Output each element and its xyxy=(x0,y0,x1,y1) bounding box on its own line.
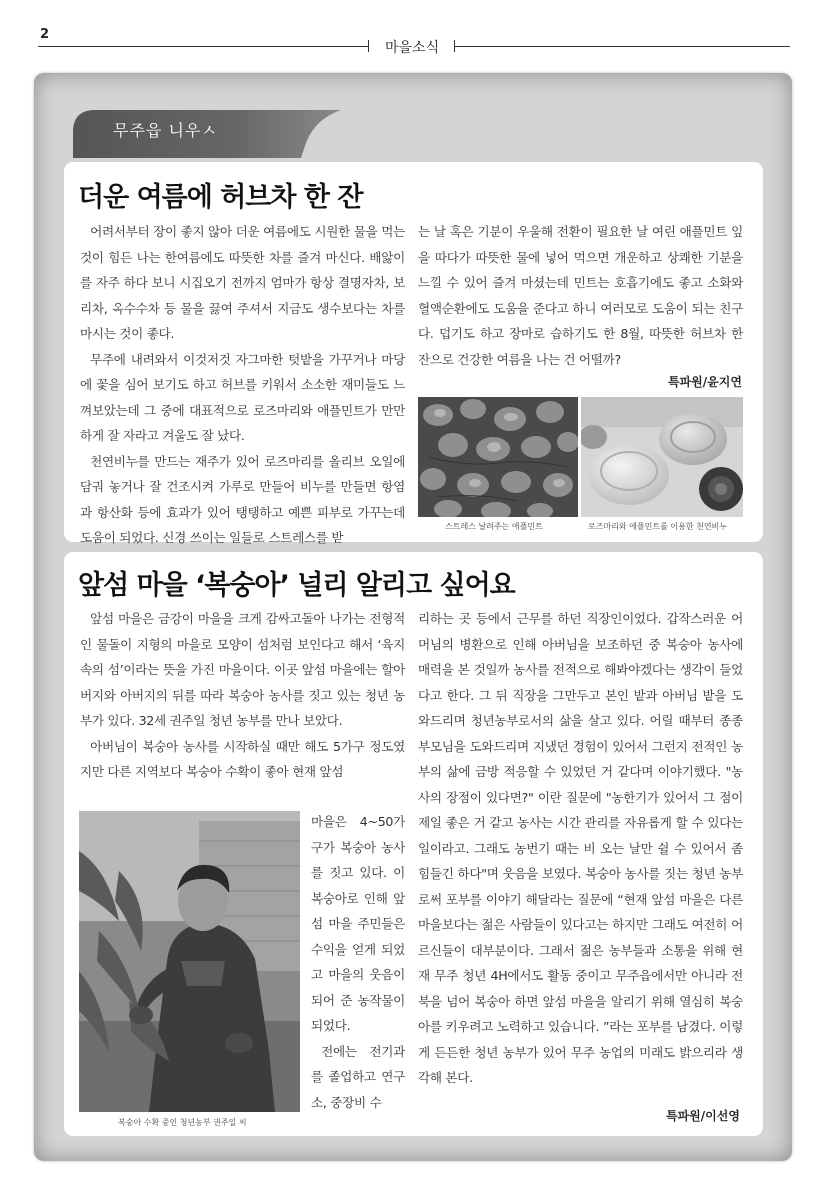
article-2-byline: 특파원/이선영 xyxy=(666,1109,740,1123)
article-2-title: 앞섬 마을 ‘복숭아’ 널리 알리고 싶어요 xyxy=(78,570,515,601)
article-1-byline: 특파원/윤지연 xyxy=(668,375,742,389)
header-rule-left xyxy=(38,46,368,47)
article-2-column-1-narrow xyxy=(311,809,405,1115)
article-2-paragraph: 앞섬 마을은 금강이 마을을 크게 감싸고돌아 나가는 전형적인 물돌이 지형의 마을로 모양이 섬처럼 보인다고 해서 ‘육지 속의 섬’이라는 뜻을 가진 마을이다. 이곳 앞섬 마을에는 할아버지와 아버지의 뒤를 따라 복숭아 농사를 짓고 있는 청년 농부가 있다. 32세 권주일 청년 농부를 만나 보았다. xyxy=(80,611,405,728)
apple-mint-photo xyxy=(418,397,578,517)
header-tick-left xyxy=(368,40,369,52)
caption-farmer: 복숭아 수확 중인 청년농부 권주일 씨 xyxy=(118,1118,247,1127)
natural-soap-photo xyxy=(581,397,743,517)
article-1-paragraph: 어려서부터 장이 좋지 않아 더운 여름에도 시원한 물을 먹는 것이 힘든 나는 한여름에도 따뜻한 차를 즐겨 마신다. 배앓이를 자주 하다 보니 시집오기 전까지 엄마가 항상 결명자차, 보리차, 옥수수차 등 물을 끓여 주셔서 지금도 생수보다는 차를 마시는 것이 좋다. xyxy=(80,224,405,341)
article-1-title: 더운 여름에 허브차 한 잔 xyxy=(78,182,363,213)
article-2-column-1 xyxy=(80,606,405,785)
article-1-paragraph: 천연비누를 만드는 재주가 있어 로즈마리를 올리브 오일에 담궈 놓거나 잘 건조시켜 가루로 만들어 비누를 만들면 항염과 항산화 등에 효과가 있어 탱탱하고 예쁜 피부로 가꾸는데 도움이 되었다. 신경 쓰이는 일들로 스트레스를 받 xyxy=(80,453,405,545)
article-2-paragraph: 전에는 전기과를 졸업하고 연구소, 중장비 수 xyxy=(311,1043,405,1110)
caption-natural-soap: 로즈마리와 애플민트를 이용한 천연비누 xyxy=(588,522,728,531)
article-2-paragraph: 아버님이 복숭아 농사를 시작하실 때만 해도 5가구 정도였지만 다른 지역보다 복숭아 수확이 좋아 현재 앞섬 xyxy=(80,738,405,779)
article-1-column-2 xyxy=(418,219,743,372)
article-2-paragraph: 마을은 4~50가구가 복숭아 농사를 짓고 있다. 이 복숭아로 인해 앞섬 마을 주민들은 수익을 얻게 되었고 마을의 웃음이 되어 준 농작물이 되었다. xyxy=(311,814,405,1033)
page-number: 2 xyxy=(40,27,50,42)
article-1-paragraph: 는 날 혹은 기분이 우울해 전환이 필요한 날 여린 애플민트 잎을 따다가 따뜻한 물에 넣어 먹으면 개운하고 상쾌한 기분을 느낄 수 있어 즐겨 마셨는데 민트는 호흡기에도 좋고 소화와 혈액순환에도 도움을 준다고 하니 여러모로 도움이 되는 친구다. 덥기도 하고 장마로 습하기도 한 8월, 따뜻한 허브차 한 잔으로 건강한 여름을 나는 건 어떨까? xyxy=(418,224,743,367)
article-1-paragraph: 무주에 내려와서 이것저것 자그마한 텃밭을 가꾸거나 마당에 꽃을 심어 보기도 하고 허브를 키워서 소소한 재미들도 느껴보았는데 그 중에 대표적으로 로즈마리와 애플민트가 만만하게 잘 자라고 겨울도 잘 났다. xyxy=(80,351,405,443)
article-2-paragraph: 리하는 곳 등에서 근무를 하던 직장인이었다. 갑작스러운 어머님의 병환으로 인해 아버님을 보조하던 중 복숭아 농사에 매력을 본 것일까 농사를 전적으로 해봐야겠다는 생각이 들었다고 한다. 그 뒤 직장을 그만두고 본인 밭과 아버님 밭을 도와드리며 청년농부로서의 삶을 살고 있다. 어릴 때부터 종종 부모님을 도와드리며 지냈던 경험이 있어서 그런지 전적인 농부의 삶에 금방 적응할 수 있었던 거 같다며 이야기했다. "농사의 장점이 있다면?" 이란 질문에 "농한기가 있어서 그 점이 제일 좋은 거 같고 농사는 시간 관리를 자유롭게 할 수 있다는 일이라고. 그래도 농번기 때는 비 오는 날만 쉴 수 있어서 좀 힘들긴 하다"며 웃음을 보였다. 복숭아 농사를 짓는 청년 농부로써 포부를 이야기 해달라는 질문에 “현재 앞섬 마을은 다른 마을보다는 젊은 사람들이 있다고는 하지만 그래도 여전히 어르신들이 대부분이다. 그래서 젊은 농부들과 소통을 위해 현재 무주 청년 4H에서도 활동 중이고 무주읍에서만 아니라 전북을 넘어 복숭아 하면 앞섬 마을을 알리기 위해 열심히 복숭아를 키우려고 노력하고 있습니다. ”라는 포부를 남겼다. 이렇게 든든한 청년 농부가 있어 무주 농업의 미래도 밝으리라 생각해 본다. xyxy=(418,611,743,1085)
section-tag-banner xyxy=(73,110,341,158)
caption-apple-mint: 스트레스 날려주는 애플민트 xyxy=(445,522,543,531)
article-2-column-2 xyxy=(418,606,743,1091)
banner-label: 무주읍 니우ㅅ xyxy=(113,121,218,140)
section-title: 마을소식 xyxy=(385,40,440,56)
farmer-photo xyxy=(79,811,300,1112)
article-1-column-1 xyxy=(80,219,405,551)
header-rule-right xyxy=(455,46,790,47)
